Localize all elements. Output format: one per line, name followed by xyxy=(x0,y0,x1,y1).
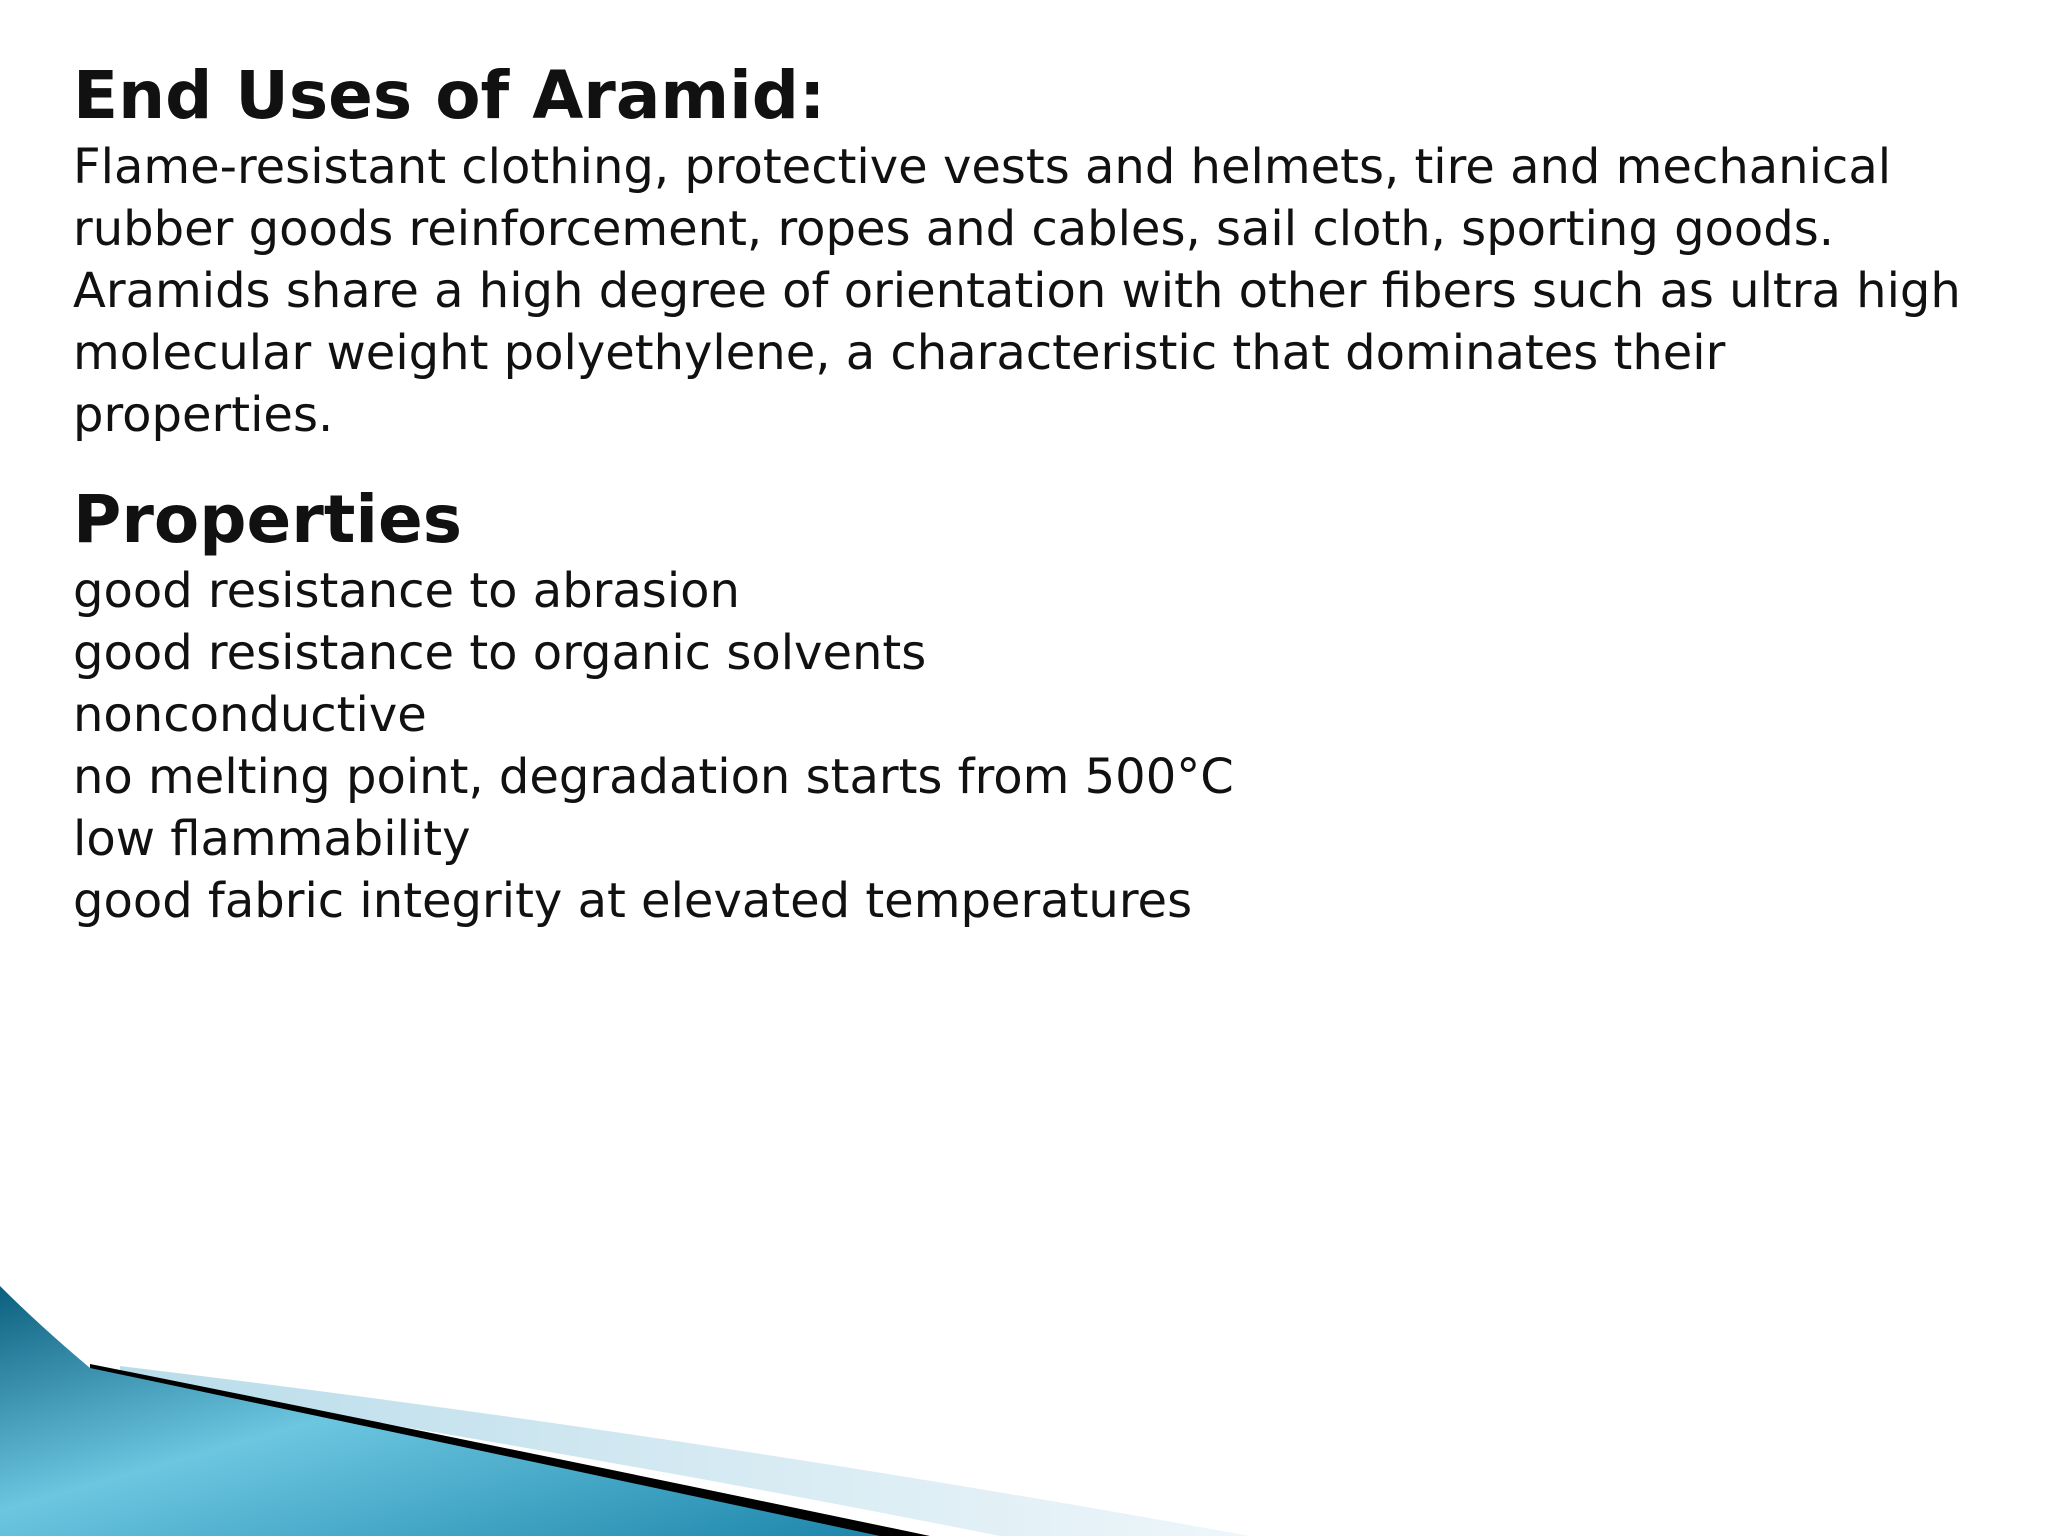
properties-list xyxy=(73,560,1993,932)
property-item: no melting point, degradation starts from 500°C xyxy=(73,749,1234,805)
decorative-wave-graphic xyxy=(0,1286,2048,1536)
property-item: good resistance to organic solvents xyxy=(73,625,927,681)
end-uses-paragraph: Flame-resistant clothing, protective vests and helmets, tire and mechanical rubber goods reinforcement, ropes and cables, sail cloth, sporting goods. Aramids share a high degree of orientation with other fibers such as ultra high molecular weight polyethylene, a characteristic that dominates their properties. xyxy=(73,139,1961,443)
property-item: nonconductive xyxy=(73,687,427,743)
property-item: good resistance to abrasion xyxy=(73,563,740,619)
end-uses-heading: End Uses of Aramid: xyxy=(73,57,826,134)
properties-heading: Properties xyxy=(73,481,463,558)
property-item: good fabric integrity at elevated temperatures xyxy=(73,873,1193,929)
property-item: low flammability xyxy=(73,811,471,867)
slide-content xyxy=(73,56,1993,932)
